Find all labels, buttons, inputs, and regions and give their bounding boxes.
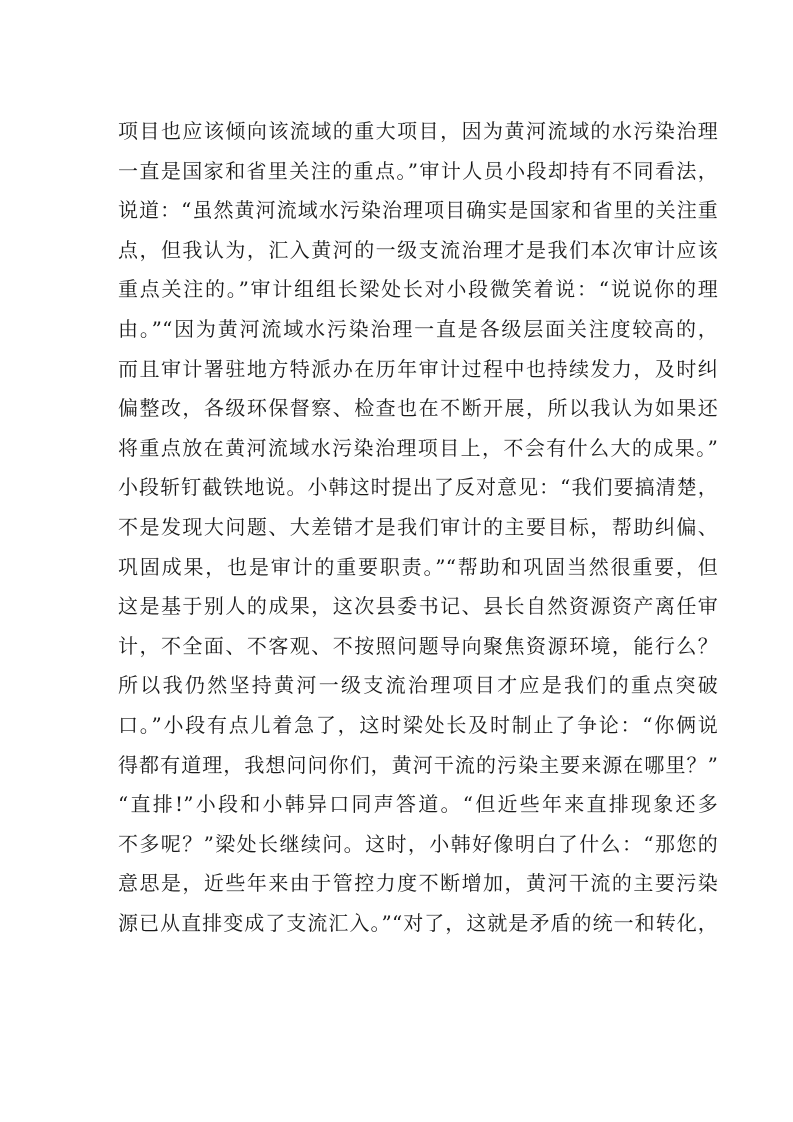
text-line: 项目也应该倾向该流域的重大项目，因为黄河流域的水污染治理 <box>118 119 718 143</box>
text-line: 点，但我认为，汇入黄河的一级支流治理才是我们本次审计应该 <box>118 237 718 262</box>
text-line: 计，不全面、不客观、不按照问题导向聚焦资源环境，能行么？ <box>118 633 718 658</box>
text-line: 口。”小段有点儿着急了，这时梁处长及时制止了争论：“你俩说 <box>118 712 718 737</box>
text-line: 由。”“因为黄河流域水污染治理一直是各级层面关注度较高的， <box>118 316 718 341</box>
text-line: 巩固成果，也是审计的重要职责。”“帮助和巩固当然很重要，但 <box>118 554 718 579</box>
text-line: 得都有道理，我想问问你们，黄河干流的污染主要来源在哪里？” <box>118 752 718 777</box>
text-line: 将重点放在黄河流域水污染治理项目上，不会有什么大的成果。” <box>118 435 718 460</box>
text-line: 小段斩钉截铁地说。小韩这时提出了反对意见：“我们要搞清楚， <box>118 475 718 500</box>
text-line: 而且审计署驻地方特派办在历年审计过程中也持续发力，及时纠 <box>118 356 718 381</box>
text-line: 源已从直排变成了支流汇入。”“对了，这就是矛盾的统一和转化， <box>118 910 718 935</box>
text-line: 说道：“虽然黄河流域水污染治理项目确实是国家和省里的关注重 <box>118 198 718 223</box>
text-line: 一直是国家和省里关注的重点。”审计人员小段却持有不同看法， <box>118 158 718 183</box>
text-line: 不是发现大问题、大差错才是我们审计的主要目标，帮助纠偏、 <box>118 514 718 539</box>
text-line: 重点关注的。”审计组组长梁处长对小段微笑着说：“说说你的理 <box>118 277 718 302</box>
body-paragraph <box>118 112 718 943</box>
text-line: 所以我仍然坚持黄河一级支流治理项目才应是我们的重点突破 <box>118 673 718 698</box>
text-line: 不多呢？”梁处长继续问。这时，小韩好像明白了什么：“那您的 <box>118 831 718 856</box>
text-line: 偏整改，各级环保督察、检查也在不断开展，所以我认为如果还 <box>118 396 718 421</box>
text-line: 这是基于别人的成果，这次县委书记、县长自然资源资产离任审 <box>118 594 718 619</box>
text-line: “直排!”小段和小韩异口同声答道。“但近些年来直排现象还多 <box>118 792 718 817</box>
text-line: 意思是，近些年来由于管控力度不断增加，黄河干流的主要污染 <box>118 871 718 896</box>
